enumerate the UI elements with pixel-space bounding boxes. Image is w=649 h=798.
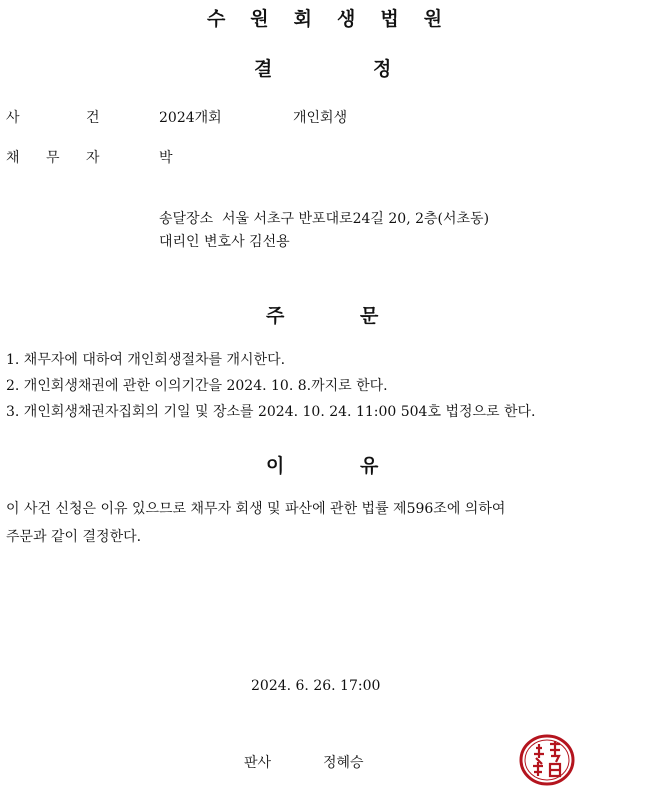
judge-name: 정혜승 — [323, 755, 364, 771]
judge-seal-stamp — [516, 732, 578, 786]
debtor-label-char-1: 채 — [6, 150, 20, 166]
service-address: 송달장소 서울 서초구 반포대로24길 20, 2층(서초동) — [159, 211, 490, 227]
order-item-1: 1. 채무자에 대하여 개인회생절차를 개시한다. — [6, 352, 286, 368]
case-type: 개인회생 — [293, 110, 348, 126]
order-item-3: 3. 개인회생채권자집회의 기일 및 장소를 2024. 10. 24. 11:00 504호 법정으로 한다. — [6, 404, 536, 420]
doc-title-left: 결 — [254, 58, 273, 80]
case-label-char-2: 건 — [86, 110, 100, 126]
reason-heading-left: 이 — [266, 455, 285, 477]
order-heading-right: 문 — [360, 305, 379, 327]
debtor-label-char-2: 무 — [46, 150, 60, 166]
decision-date: 2024. 6. 26. 17:00 — [251, 678, 381, 694]
debtor-label-char-3: 자 — [86, 150, 100, 166]
case-label-char-1: 사 — [6, 110, 20, 126]
case-number: 2024개회 — [159, 110, 222, 126]
judge-title: 판사 — [244, 755, 272, 771]
agent-name: 대리인 변호사 김선용 — [159, 234, 290, 250]
order-heading-left: 주 — [266, 305, 285, 327]
court-name: 수원회생법원 — [206, 8, 468, 30]
reason-heading-right: 유 — [360, 455, 379, 477]
reason-line-2: 주문과 같이 결정한다. — [6, 529, 142, 545]
reason-line-1: 이 사건 신청은 이유 있으므로 채무자 회생 및 파산에 관한 법률 제596조에 의하여 — [6, 501, 506, 517]
debtor-name: 박 — [159, 150, 173, 166]
doc-title-right: 정 — [373, 58, 392, 80]
order-item-2: 2. 개인회생채권에 관한 이의기간을 2024. 10. 8.까지로 한다. — [6, 378, 388, 394]
